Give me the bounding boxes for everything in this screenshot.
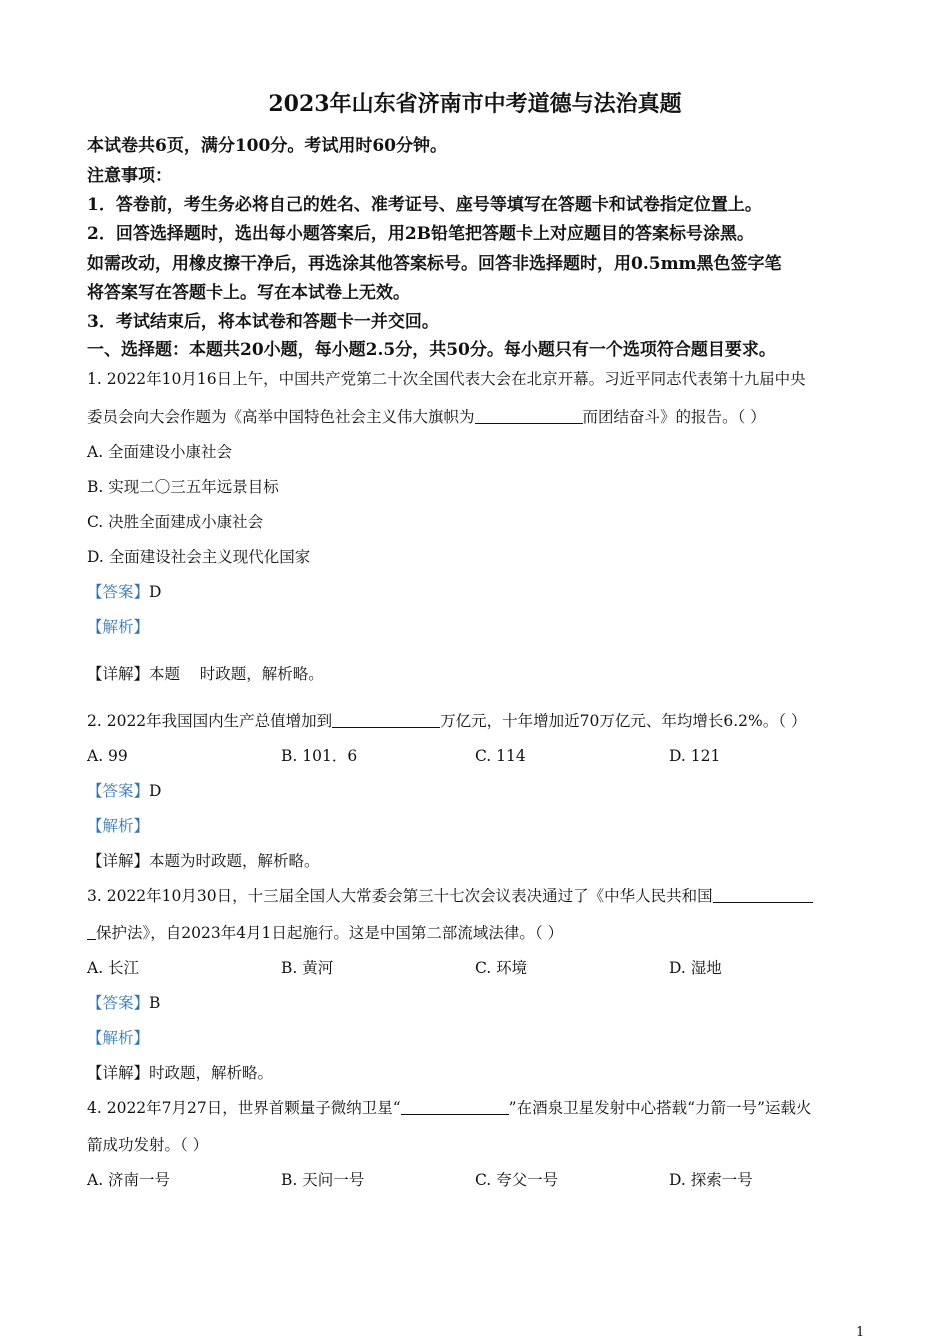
q1-option-b: B. 实现二〇三五年远景目标	[87, 478, 279, 496]
q2-analysis-label: 【解析】	[87, 817, 150, 835]
q1-analysis-label: 【解析】	[87, 618, 150, 636]
q4-stem-line-1	[87, 1096, 811, 1120]
q2-option-a: A. 99	[87, 747, 128, 765]
q2-blank	[332, 711, 440, 728]
q4-stem-line-2: 箭成功发射。（ ）	[87, 1136, 209, 1154]
q1-stem-text-after: 而团结奋斗》的报告。（ ）	[582, 408, 766, 426]
q1-detail	[87, 662, 324, 686]
q3-blank-part-1	[713, 886, 813, 903]
q4-blank	[401, 1098, 509, 1115]
note-1: 1．答卷前，考生务必将自己的姓名、准考证号、座号等填写在答题卡和试卷指定位置上。	[87, 195, 762, 215]
q1-option-a: A. 全面建设小康社会	[87, 443, 233, 461]
detail-label: 【详解】	[87, 852, 150, 870]
q1-detail-text: 本题 时政题，解析略。	[149, 665, 324, 683]
q2-answer-value: D	[149, 782, 162, 800]
q3-option-b: B. 黄河	[281, 959, 334, 977]
q1-stem-text-before: 委员会向大会作题为《高举中国特色社会主义伟大旗帜为	[87, 408, 475, 426]
answer-label: 【答案】	[87, 583, 150, 601]
q2-option-b: B. 101．6	[281, 747, 358, 765]
q2-stem-text-before: 2. 2022年我国国内生产总值增加到	[87, 712, 333, 730]
q2-option-c: C. 114	[475, 747, 526, 765]
q3-stem-text-after: 保护法》，自2023年4月1日起施行。这是中国第二部流域法律。（ ）	[96, 924, 564, 942]
exam-summary: 本试卷共6页，满分100分。考试用时60分钟。	[87, 136, 447, 156]
q1-stem-line-1: 1. 2022年10月16日上午，中国共产党第二十次全国代表大会在北京开幕。习近平同志代表第十九届中央	[87, 370, 806, 388]
q1-blank	[475, 407, 583, 424]
q2-option-d: D. 121	[669, 747, 721, 765]
notes-heading: 注意事项：	[87, 166, 172, 186]
q4-stem-text-before: 4. 2022年7月27日，世界首颗量子微纳卫星“	[87, 1099, 401, 1117]
q2-stem	[87, 709, 806, 733]
section-1-heading: 一、选择题：本题共20小题，每小题2.5分，共50分。每小题只有一个选项符合题目要求。	[87, 340, 776, 360]
note-2-line-2: 如需改动，用橡皮擦干净后，再选涂其他答案标号。回答非选择题时，用0.5mm黑色签字笔	[87, 254, 782, 274]
note-2-line-3: 将答案写在答题卡上。写在本试卷上无效。	[87, 283, 410, 303]
q4-option-c: C. 夸父一号	[475, 1171, 559, 1189]
page-number: 1	[856, 1325, 865, 1340]
note-2-line-1: 2．回答选择题时，选出每小题答案后，用2B铅笔把答题卡上对应题目的答案标号涂黑。	[87, 224, 755, 244]
q4-stem-text-after: ”在酒泉卫星发射中心搭载“力箭一号”运载火	[508, 1099, 812, 1117]
q1-answer	[87, 580, 161, 604]
q1-option-d: D. 全面建设社会主义现代化国家	[87, 548, 311, 566]
q4-option-b: B. 天问一号	[281, 1171, 365, 1189]
q2-answer	[87, 779, 161, 803]
q3-stem-line-2	[87, 921, 563, 945]
q3-stem-line-1	[87, 884, 813, 908]
q3-answer	[87, 991, 160, 1015]
q3-detail-text: 时政题，解析略。	[149, 1064, 274, 1082]
detail-label: 【详解】	[87, 665, 150, 683]
answer-label: 【答案】	[87, 782, 150, 800]
q3-analysis-label: 【解析】	[87, 1029, 150, 1047]
exam-title: 2023年山东省济南市中考道德与法治真题	[268, 91, 682, 117]
q4-option-d: D. 探索一号	[669, 1171, 753, 1189]
note-3: 3．考试结束后，将本试卷和答题卡一并交回。	[87, 312, 439, 332]
q3-option-a: A. 长江	[87, 959, 140, 977]
q1-option-c: C. 决胜全面建成小康社会	[87, 513, 264, 531]
q3-option-c: C. 环境	[475, 959, 528, 977]
q3-answer-value: B	[149, 994, 161, 1012]
q3-option-d: D. 湿地	[669, 959, 722, 977]
detail-label: 【详解】	[87, 1064, 150, 1082]
q1-stem-line-2	[87, 405, 766, 429]
q3-detail	[87, 1061, 273, 1085]
q4-option-a: A. 济南一号	[87, 1171, 171, 1189]
q3-blank-part-2	[87, 923, 96, 940]
q3-stem-text-before: 3. 2022年10月30日，十三届全国人大常委会第三十七次会议表决通过了《中华人民共和国	[87, 887, 713, 905]
q2-detail	[87, 849, 320, 873]
q2-detail-text: 本题为时政题，解析略。	[149, 852, 320, 870]
answer-label: 【答案】	[87, 994, 150, 1012]
q1-answer-value: D	[149, 583, 162, 601]
q2-stem-text-after: 万亿元，十年增加近70万亿元、年均增长6.2%。（ ）	[440, 712, 807, 730]
